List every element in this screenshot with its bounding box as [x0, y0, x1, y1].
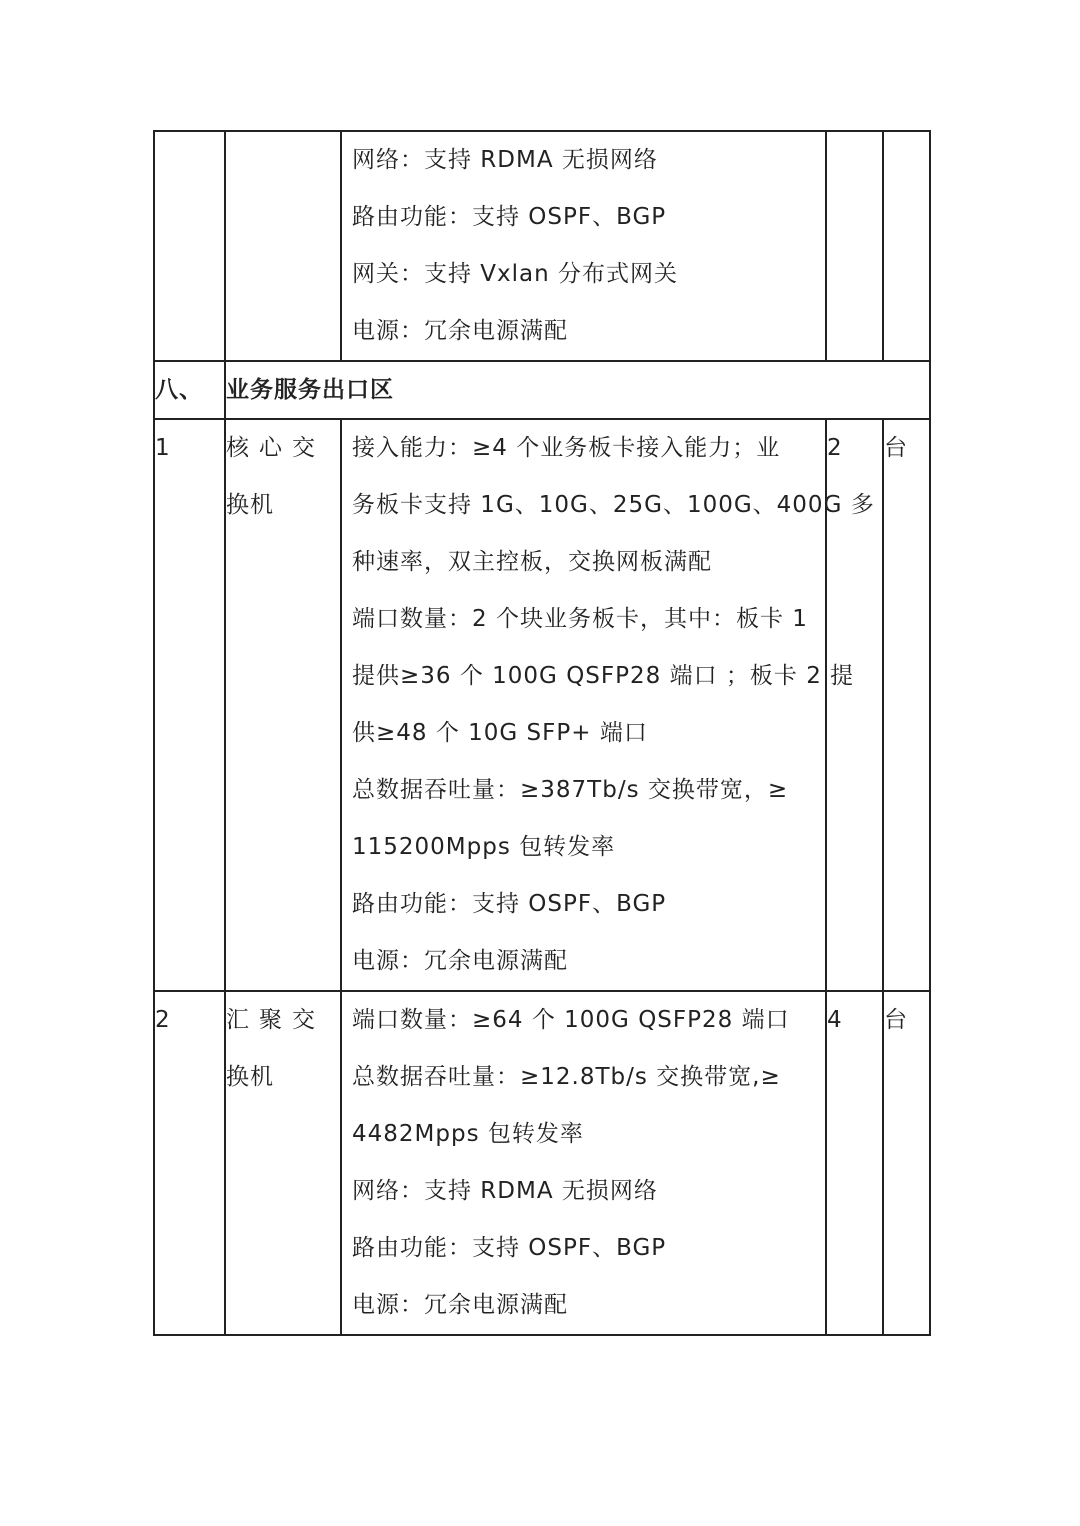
row-number: 2: [154, 991, 225, 1335]
spec-line: 115200Mpps 包转发率: [352, 834, 616, 860]
section-number: 八、: [154, 361, 225, 419]
spec-line: 端口数量：2 个块业务板卡，其中：板卡 1: [352, 606, 808, 632]
cell-unit: [883, 131, 930, 361]
spec-sheet: [153, 130, 929, 1336]
cell-qty: [826, 131, 883, 361]
row-number: 1: [154, 419, 225, 991]
spec-line: 网络：支持 RDMA 无损网络: [352, 1178, 658, 1204]
row-quantity: 4: [826, 991, 883, 1335]
cell-name: [225, 131, 341, 361]
spec-line: 路由功能：支持 OSPF、BGP: [352, 891, 667, 917]
spec-line: 端口数量：≥64 个 100G QSFP28 端口: [352, 1007, 790, 1033]
spec-line: 电源：冗余电源满配: [352, 948, 568, 974]
spec-line: 4482Mpps 包转发率: [352, 1121, 584, 1147]
row-item-name: 核心交 换机: [225, 419, 341, 991]
table-row: [154, 419, 930, 991]
spec-line: 电源：冗余电源满配: [352, 1292, 568, 1318]
spec-line: 提供≥36 个 100G QSFP28 端口 ；板卡 2 提: [352, 663, 855, 689]
spec-line: 供≥48 个 10G SFP+ 端口: [352, 720, 648, 746]
spec-line: 路由功能：支持 OSPF、BGP: [352, 204, 667, 230]
spec-line: 接入能力：≥4 个业务板卡接入能力；业: [352, 435, 781, 461]
table-row-continuation: [154, 131, 930, 361]
row-spec: [341, 419, 875, 991]
row-unit: 台: [883, 991, 930, 1335]
cell-spec: [341, 131, 826, 361]
equipment-spec-table: [153, 130, 931, 1336]
spec-line: 总数据吞吐量：≥387Tb/s 交换带宽，≥: [352, 777, 789, 803]
spec-line: 路由功能：支持 OSPF、BGP: [352, 1235, 667, 1261]
row-quantity: 2: [826, 419, 883, 991]
section-header-row: [154, 361, 930, 419]
cell-no: [154, 131, 225, 361]
spec-line: 网关：支持 Vxlan 分布式网关: [352, 261, 679, 287]
row-item-name: 汇聚交 换机: [225, 991, 341, 1335]
spec-line: 务板卡支持 1G、10G、25G、100G、400G 多: [352, 492, 875, 518]
spec-line: 总数据吞吐量：≥12.8Tb/s 交换带宽,≥: [352, 1064, 781, 1090]
spec-line: 网络：支持 RDMA 无损网络: [352, 147, 658, 173]
spec-line: 电源：冗余电源满配: [352, 318, 568, 344]
table-row: [154, 991, 930, 1335]
spec-line: 种速率，双主控板，交换网板满配: [352, 549, 712, 575]
section-title: 业务服务出口区: [225, 361, 930, 419]
row-spec: [341, 991, 826, 1335]
row-unit: 台: [883, 419, 930, 991]
